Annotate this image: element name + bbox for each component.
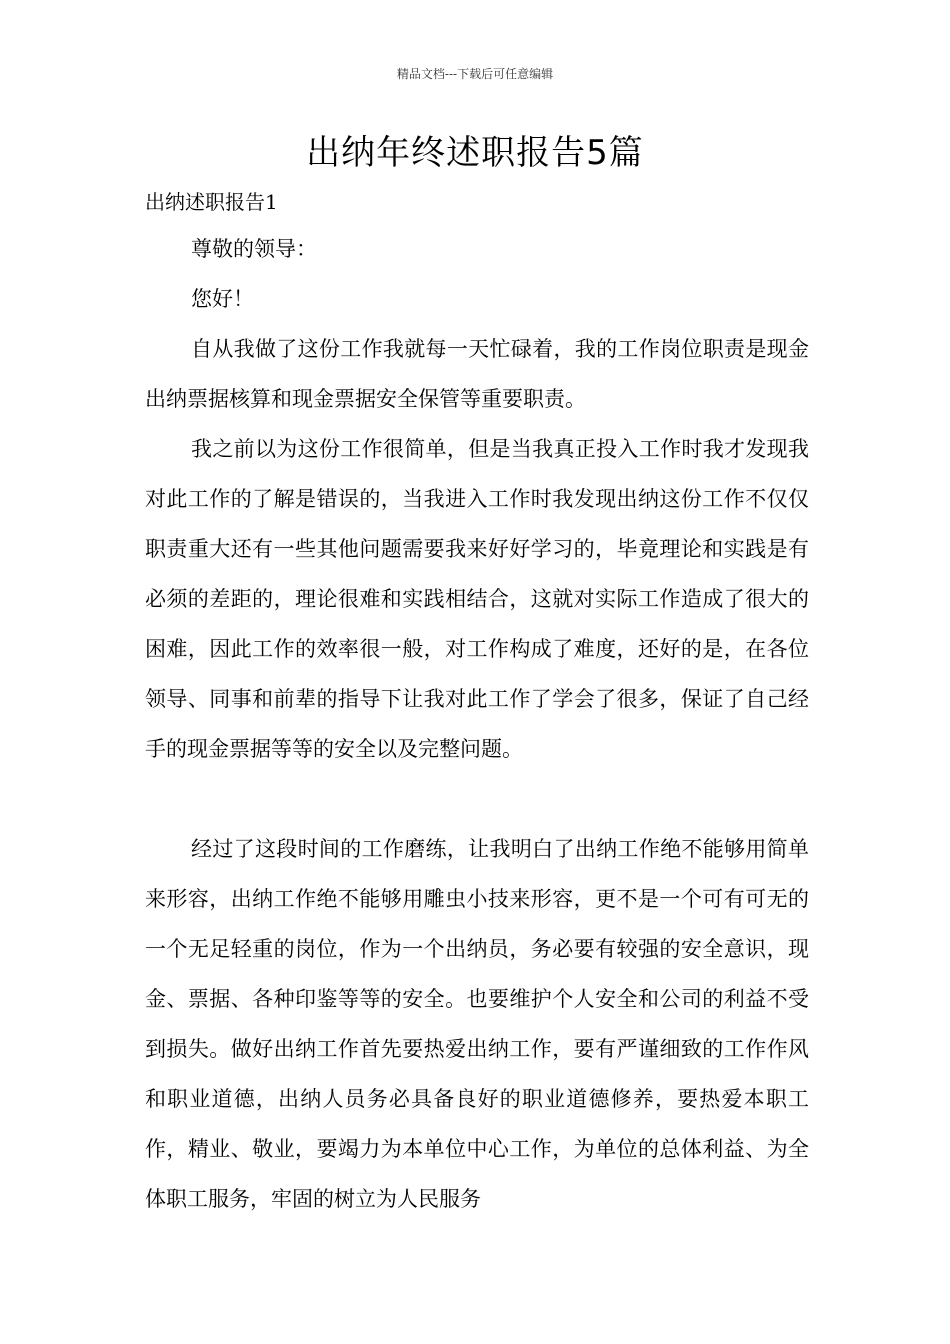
document-body — [145, 180, 809, 1224]
document-title: 出纳年终述职报告5篇 — [306, 133, 644, 173]
header-note: 精品文档---下载后可任意编辑 — [396, 67, 554, 81]
section-heading: 出纳述职报告1 — [145, 190, 278, 214]
greeting: 您好！ — [191, 287, 254, 311]
paragraph-2: 我之前以为这份工作很简单，但是当我真正投入工作时我才发现我对此工作的了解是错误的，当我进入工作时我发现出纳这份工作不仅仅职责重大还有一些其他问题需要我来好好学习的，毕竟理论和实践是有必须的差距的，理论很难和实践相结合，这就对实际工作造成了很大的困难，因此工作的效率很一般，对工作构成了难度，还好的是，在各位领导、同事和前辈的指导下让我对此工作了学会了很多，保证了自己经手的现金票据等等的安全以及完整问题。 — [145, 437, 809, 761]
paragraph-1: 自从我做了这份工作我就每一天忙碌着，我的工作岗位职责是现金出纳票据核算和现金票据安全保管等重要职责。 — [145, 337, 809, 411]
paragraph-3: 经过了这段时间的工作磨练，让我明白了出纳工作绝不能够用简单来形容，出纳工作绝不能够用雕虫小技来形容，更不是一个可有可无的一个无足轻重的岗位，作为一个出纳员，务必要有较强的安全意识，现金、票据、各种印鉴等等的安全。也要维护个人安全和公司的利益不受到损失。做好出纳工作首先要热爱出纳工作，要有严谨细致的工作作风和职业道德，出纳人员务必具备良好的职业道德修养，要热爱本职工作，精业、敬业，要竭力为本单位中心工作，为单位的总体利益、为全体职工服务，牢固的树立为人民服务 — [145, 837, 809, 1211]
salutation: 尊敬的领导： — [191, 237, 317, 261]
